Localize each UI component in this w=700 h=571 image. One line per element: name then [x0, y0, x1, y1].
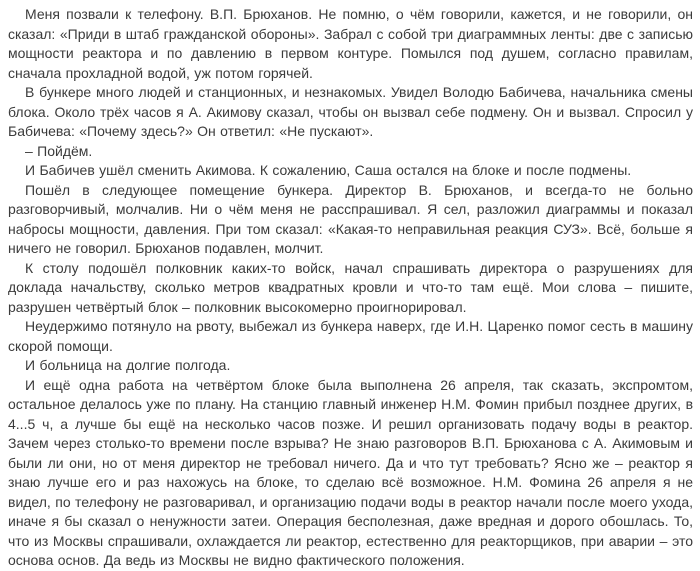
paragraph: Пошёл в следующее помещение бункера. Директор В. Брюханов, и всегда-то не больно разговорчивый, молчалив. Ни о чём меня не расспрашивал. Я сел, разложил диаграммы и показал набросы мощности, давления. При том сказал: «Какая-то неправильная реакция СУЗ». Всё, больше я ничего не говорил. Брюханов подавлен, молчит.: [8, 181, 693, 256]
paragraph: В бункере много людей и станционных, и незнакомых. Увидел Володю Бабичева, начальника смены блока. Около трёх часов я А. Акимову сказал, чтобы он вызвал себе подмену. Он и вызвал. Спросил у Бабичева: «Почему здесь?» Он ответил: «Не пускают».: [8, 84, 693, 139]
paragraph: И ещё одна работа на четвёртом блоке была выполнена 26 апреля, так сказать, экспромтом, остальное делалось уже по плану. На станцию главный инженер Н.М. Фомин прибыл позднее других, в 4...5 ч, а лучше бы ещё на несколько часов позже. И решил организовать подачу воды в реактор. Зачем через столько-то времени после взрыва? Не знаю разговоров В.П. Брюханова с А. Акимовым и были ли они, но от меня директор не требовал ничего. Да и что тут требовать? Ясно же – реактор я знаю лучше его и раз нахожусь на блоке, то сделаю всё возможное. Н.М. Фомина 26 апреля я не видел, по телефону не разговаривал, и организацию подачи воды в реактор начали после моего ухода, иначе я бы сказал о ненужности затеи. Операция бесполезная, даже вредная и дорого обошлась. То, что из Москвы спрашивали, охлаждается ли реактор, естественно для реакторщиков, при аварии – это основа основ. Да ведь из Москвы не видно фактического положения.: [8, 376, 693, 568]
paragraph: И Бабичев ушёл сменить Акимова. К сожалению, Саша остался на блоке и после подмены.: [25, 162, 632, 178]
paragraph: Меня позвали к телефону. В.П. Брюханов. Не помню, о чём говорили, кажется, и не говорили, он сказал: «Приди в штаб гражданской обороны». Забрал с собой три диаграммных ленты: две с записью мощности реактора и по давлению в первом контуре. Помылся под душем, согласно правилам, сначала прохладной водой, уж потом горячей.: [8, 6, 693, 81]
paragraph: – Пойдём.: [25, 142, 93, 159]
memoir-text: [8, 5, 693, 571]
paragraph: И больница на долгие полгода.: [25, 357, 231, 373]
paragraph: К столу подошёл полковник каких-то войск, начал спрашивать директора о разрушениях для доклада начальству, сколько метров квадратных кровли и что-то там ещё. Мои слова – пишите, разрушен четвёртый блок – полковник высокомерно проигнорировал.: [8, 259, 693, 315]
paragraph: Неудержимо потянуло на рвоту, выбежал из бункера наверх, где И.Н. Царенко помог сесть в машину скорой помощи.: [8, 318, 693, 354]
